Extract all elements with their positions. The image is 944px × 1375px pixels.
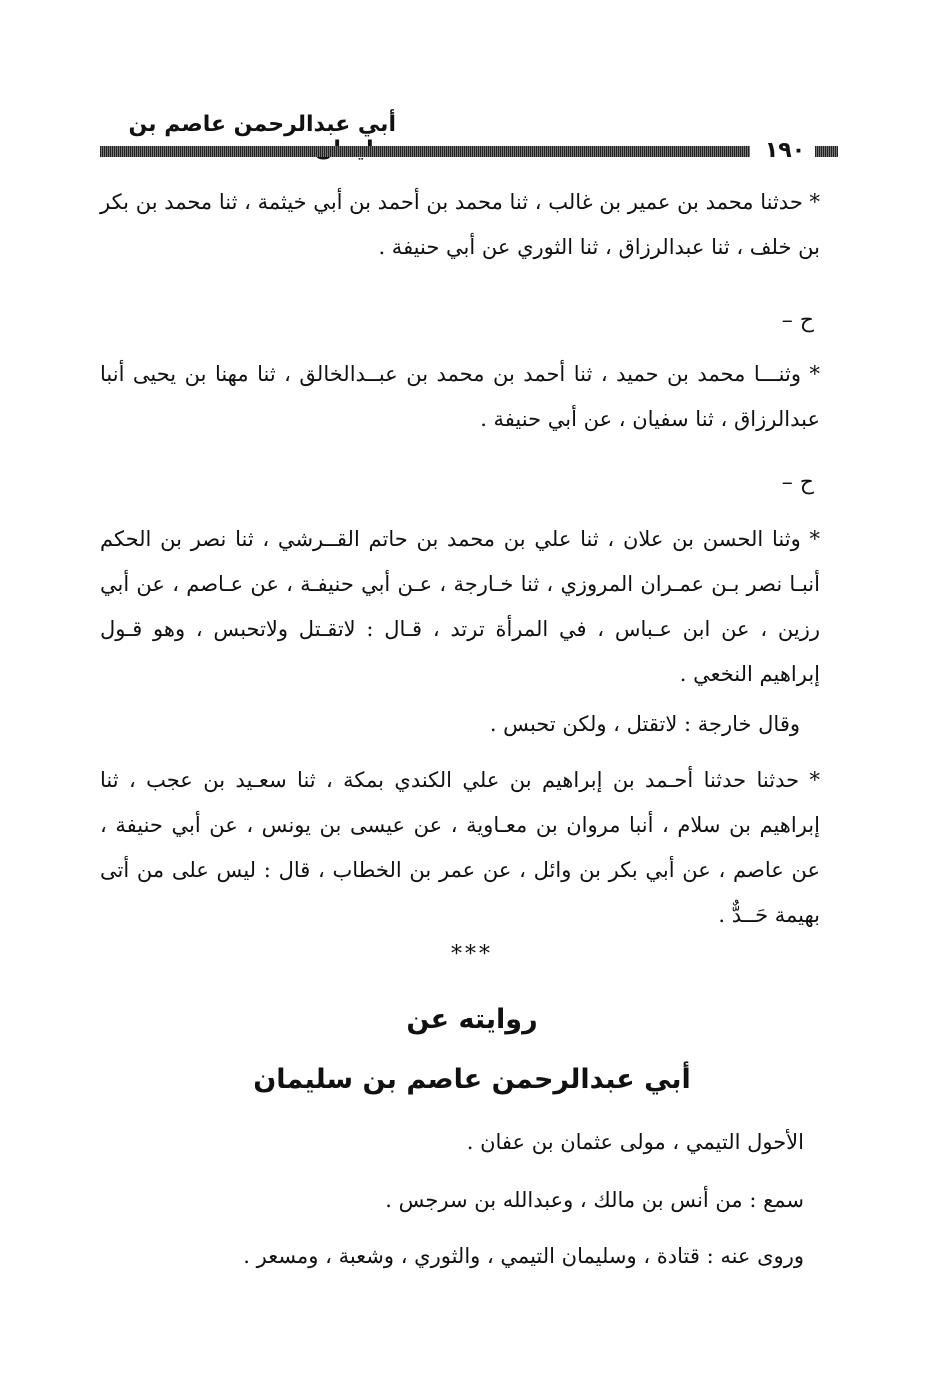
paragraph-text: * حدثنا حدثنا أحـمد بن إبراهيم بن علي الكندي بمكة ، ثنا سعـيد بن عجب ، ثنا إبراهيم بن سلام ، أنبا مروان بن معـاوية ، عن عيسى بن يونس ، عن أبي حنيفة ، عن عاصم ، عن أبي بكر بن وائل ، عن عمر بن الخطاب ، قال : ليس على من أتى بهيمة حَــدٌّ . [100, 768, 820, 927]
bio-line-3: وروى عنه : قتادة ، وسليمان التيمي ، والثوري ، وشعبة ، ومسعر . [243, 1244, 804, 1268]
paragraph-text: * وثنا الحسن بن علان ، ثنا علي بن محمد بن حاتم القــرشي ، ثنا نصر بن الحكم أنبـا نصر بـن عمـران المروزي ، ثنا خـارجة ، عـن أبي حنيفـة ، عن عـاصم ، عن أبي رزين ، عن ابن عـباس ، في المرأة ترتد ، قـال : لاتقـتل ولاتحبس ، وهو قـول إبراهيم النخعي . [100, 527, 820, 686]
header-rule [100, 138, 838, 164]
hadith-paragraph-1 [100, 180, 820, 270]
running-header-title: أبي عبدالرحمن عاصم بن [128, 112, 396, 137]
section-heading-line-2: أبي عبدالرحمن عاصم بن سليمان [253, 1064, 691, 1095]
section-heading-line-1: روايته عن [406, 1004, 538, 1035]
statement-paragraph [100, 702, 820, 747]
hadith-paragraph-4 [100, 758, 820, 938]
bio-line-2: سمع : من أنس بن مالك ، وعبدالله بن سرجس . [385, 1188, 804, 1212]
paragraph-text: * وثنـــا محمد بن حميد ، ثنا أحمد بن محمد بن عبــدالخالق ، ثنا مهنا بن يحيى أنبا عبدالرزاق ، ثنا سفيان ، عن أبي حنيفة . [100, 362, 820, 431]
header-rule-long [100, 146, 750, 157]
hadith-paragraph-3 [100, 517, 820, 697]
section-separator: *** [451, 942, 493, 967]
paragraph-text: * حدثنا محمد بن عمير بن غالب ، ثنا محمد بن أحمد بن أبي خيثمة ، ثنا محمد بن بكر بن خلف ، ثنا عبدالرزاق ، ثنا الثوري عن أبي حنيفة . [100, 190, 820, 259]
paragraph-text: وقال خارجة : لاتقتل ، ولكن تحبس . [489, 712, 800, 736]
header-rule-short [815, 146, 838, 157]
transition-marker-2: ح – [781, 470, 814, 495]
page-number: ١٩٠ [764, 138, 806, 163]
bio-line-1: الأحول التيمي ، مولى عثمان بن عفان . [466, 1130, 804, 1154]
hadith-paragraph-2 [100, 352, 820, 442]
transition-marker-1: ح – [781, 308, 814, 333]
